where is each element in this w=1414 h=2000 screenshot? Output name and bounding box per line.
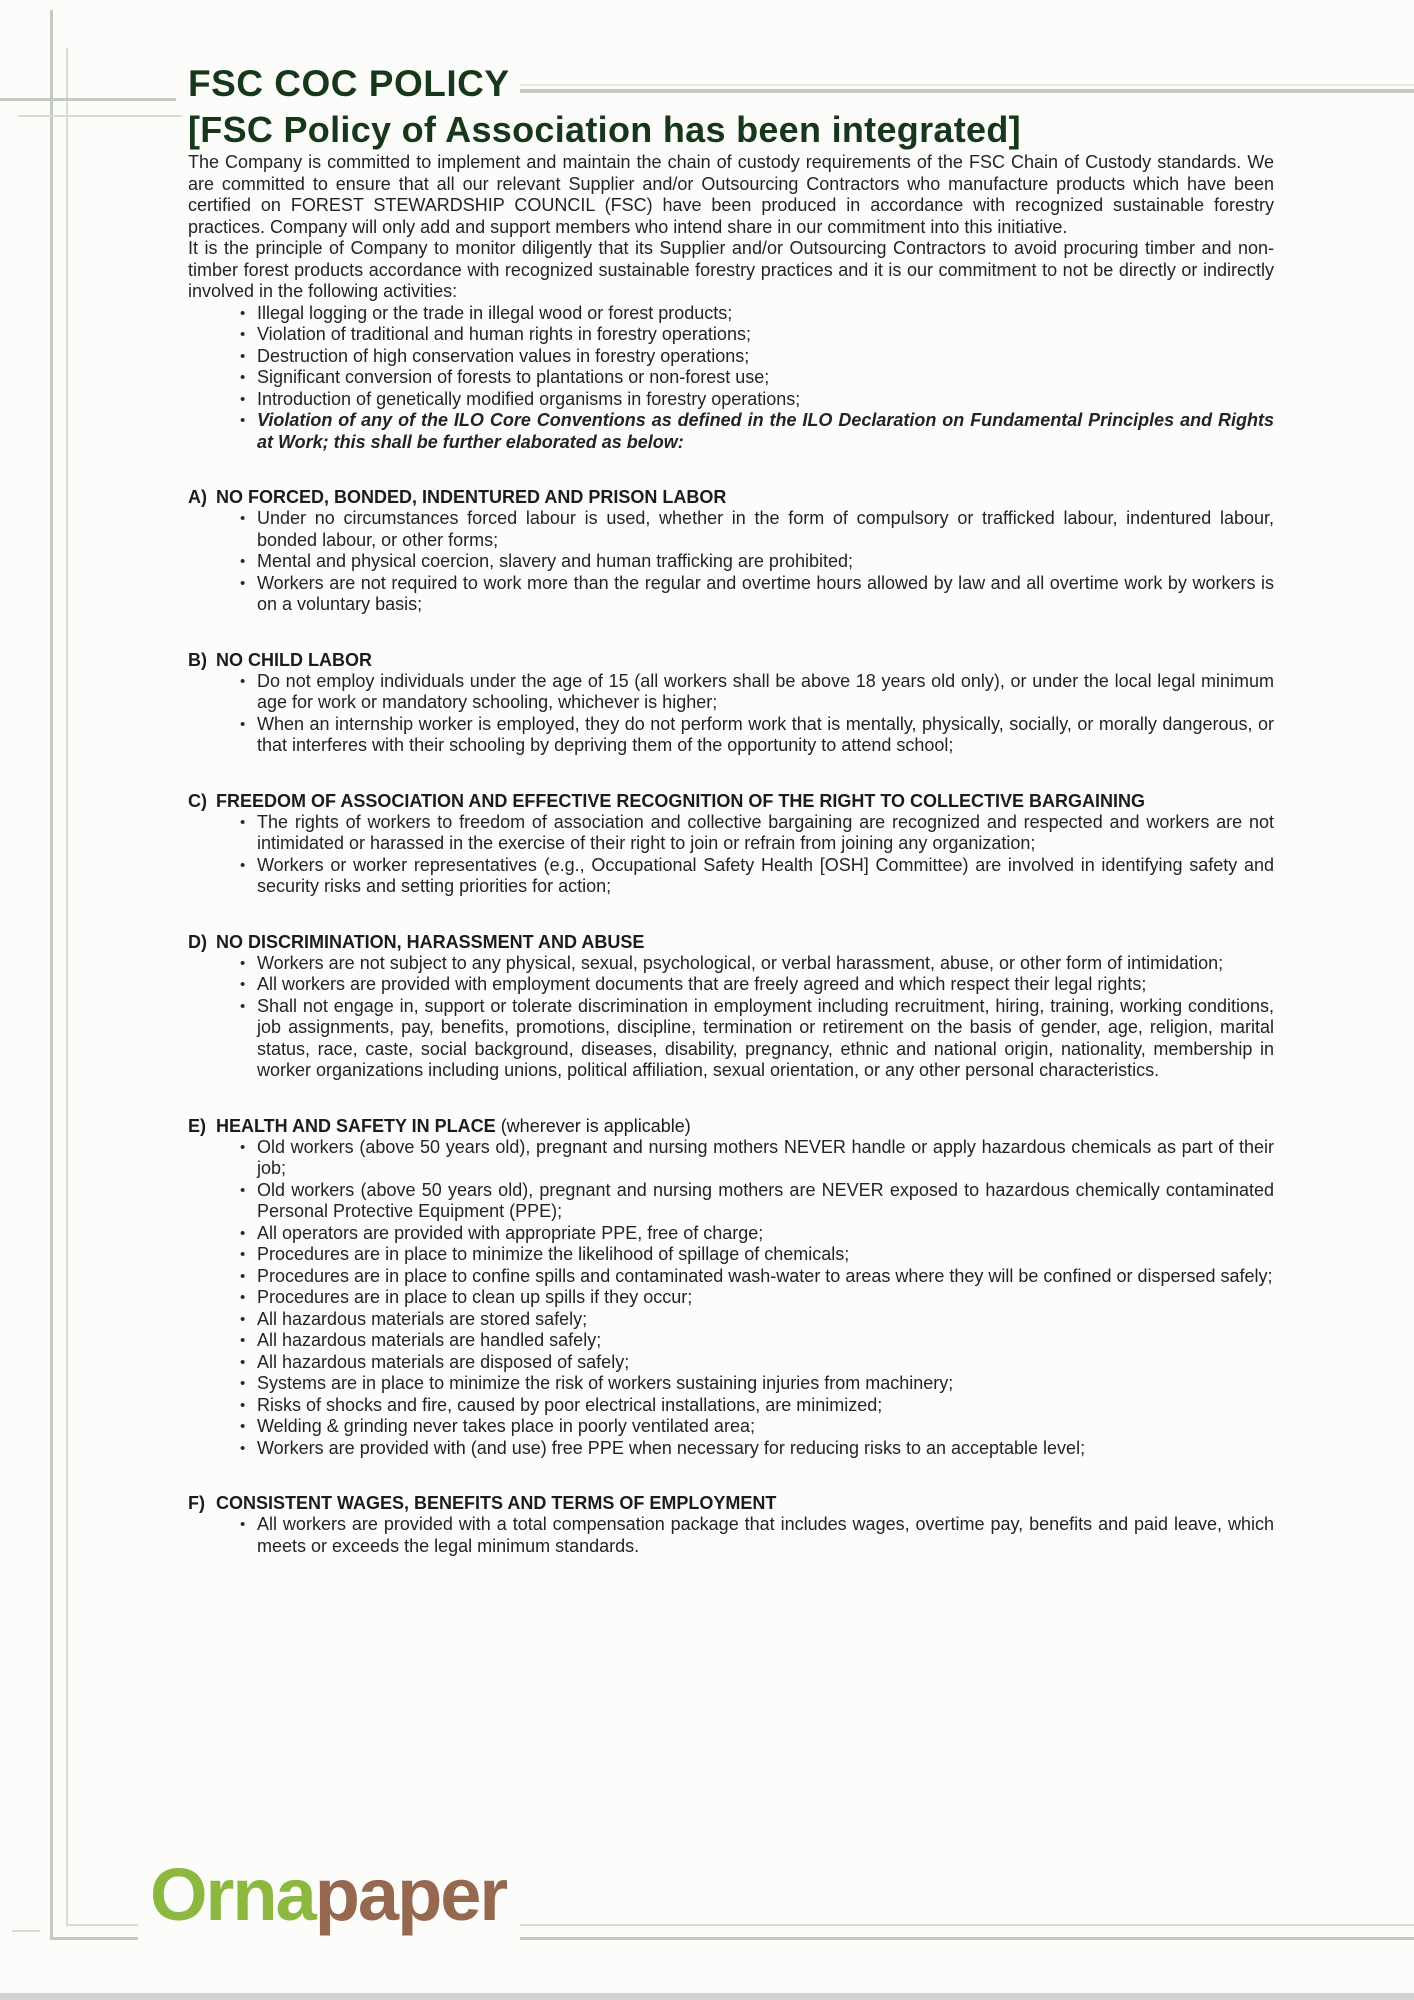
activities-list — [188, 303, 1274, 454]
bullet-item — [188, 551, 1274, 573]
bullet-text: The rights of workers to freedom of association and collective bargaining are recognized and respected and workers are not intimidated or harassed in the exercise of their right to join or refrain from joining any organization; — [257, 811, 1274, 853]
bullet-text: Workers or worker representatives (e.g., Occupational Safety Health [OSH] Committee) are involved in identifying safety and security risks and setting priorities for action; — [257, 854, 1274, 896]
bullet-text: All operators are provided with appropriate PPE, free of charge; — [257, 1222, 764, 1243]
frame-top-horizontal-line-outer — [0, 98, 176, 101]
bullet-item — [188, 1395, 1274, 1417]
bullet-item — [188, 1330, 1274, 1352]
section-title: FREEDOM OF ASSOCIATION AND EFFECTIVE RECOGNITION OF THE RIGHT TO COLLECTIVE BARGAINING — [216, 790, 1146, 811]
section-bullet-list — [188, 1514, 1274, 1557]
bullet-text: Procedures are in place to minimize the likelihood of spillage of chemicals; — [257, 1244, 850, 1264]
bullet-marker: • — [240, 1375, 246, 1392]
logo-text-orna: Orna — [150, 1853, 315, 1936]
bullet-marker: • — [240, 1418, 246, 1435]
section-heading — [188, 486, 1274, 508]
sections-container — [188, 486, 1274, 1557]
bullet-item — [188, 1223, 1274, 1245]
bullet-item — [188, 410, 1274, 453]
bullet-text: Destruction of high conservation values in forestry operations; — [257, 345, 750, 366]
bullet-text: Old workers (above 50 years old), pregnant and nursing mothers are NEVER exposed to hazardous chemically contaminated Personal Protective Equipment (PPE); — [257, 1179, 1274, 1221]
bullet-marker: • — [240, 954, 246, 972]
bullet-item — [188, 1266, 1274, 1288]
bullet-marker: • — [240, 347, 246, 365]
bullet-text: Systems are in place to minimize the risk of workers sustaining injuries from machinery; — [257, 1373, 954, 1393]
bullet-text: All hazardous materials are stored safely; — [257, 1308, 588, 1329]
section-title: NO FORCED, BONDED, INDENTURED AND PRISON LABOR — [216, 487, 727, 507]
section-label: D) — [188, 931, 207, 952]
bullet-text: Introduction of genetically modified organisms in forestry operations; — [257, 388, 801, 409]
bullet-text: All hazardous materials are handled safely; — [257, 1330, 602, 1350]
bullet-item — [188, 573, 1274, 616]
policy-section-d — [188, 931, 1274, 1082]
bullet-item — [188, 671, 1274, 714]
bullet-text: Shall not engage in, support or tolerate discrimination in employment including recruitment, hiring, training, working conditions, job assignments, pay, benefits, promotions, discipline, termination or retirement on the basis of gender, age, religion, marital status, race, caste, social background, diseases, disability, pregnancy, ethnic and national origin, nationality, membership in worker organizations including unions, political affiliation, sexual orientation, or any other personal characteristics. — [257, 995, 1274, 1080]
frame-bottom-left-tick — [12, 1930, 40, 1932]
section-title: NO DISCRIMINATION, HARASSMENT AND ABUSE — [216, 931, 645, 952]
bullet-item — [188, 303, 1274, 325]
bullet-marker: • — [240, 369, 246, 386]
bullet-item — [188, 389, 1274, 411]
bullet-marker: • — [240, 856, 246, 874]
policy-section-e — [188, 1115, 1274, 1460]
section-heading-suffix: (wherever is applicable) — [495, 1115, 691, 1136]
bullet-text: Workers are not required to work more than the regular and overtime hours allowed by law and all overtime work by workers is on a voluntary basis; — [257, 572, 1274, 614]
bullet-marker: • — [240, 1516, 246, 1533]
bullet-marker: • — [240, 326, 246, 343]
bullet-text: Violation of traditional and human rights in forestry operations; — [257, 324, 751, 344]
bullet-item — [188, 953, 1274, 975]
bullet-item — [188, 324, 1274, 346]
section-heading — [188, 790, 1274, 812]
page-subtitle: [FSC Policy of Association has been integrated] — [188, 109, 1021, 150]
section-heading — [188, 649, 1274, 671]
bullet-item — [188, 508, 1274, 551]
bullet-item — [188, 974, 1274, 996]
section-bullet-list — [188, 812, 1274, 898]
bullet-text: Significant conversion of forests to plantations or non-forest use; — [257, 367, 770, 387]
bullet-text: Procedures are in place to confine spills and contaminated wash-water to areas where they will be confined or dispersed safely; — [257, 1265, 1273, 1286]
bullet-text: Illegal logging or the trade in illegal wood or forest products; — [257, 302, 733, 323]
section-label: F) — [188, 1493, 205, 1513]
section-heading — [188, 931, 1274, 953]
bullet-item — [188, 1438, 1274, 1460]
bullet-item — [188, 367, 1274, 389]
bullet-item — [188, 714, 1274, 757]
bullet-marker: • — [240, 976, 246, 993]
bullet-text: Old workers (above 50 years old), pregnant and nursing mothers NEVER handle or apply hazardous chemicals as part of their job; — [257, 1136, 1274, 1178]
bullet-text: Workers are provided with (and use) free PPE when necessary for reducing risks to an acceptable level; — [257, 1437, 1086, 1458]
bullet-item — [188, 1287, 1274, 1309]
bullet-text: Violation of any of the ILO Core Conventions as defined in the ILO Declaration on Fundamental Principles and Rights at Work; this shall be further elaborated as below: — [257, 410, 1274, 452]
section-label: C) — [188, 790, 207, 811]
ornapaper-logo — [138, 1853, 520, 1949]
policy-section-f — [188, 1492, 1274, 1557]
title-rule-line — [520, 84, 1414, 93]
bullet-marker: • — [240, 1439, 246, 1457]
bullet-text: All workers are provided with employment documents that are freely agreed and which respect their legal rights; — [257, 974, 1147, 994]
bullet-marker: • — [240, 574, 246, 592]
bullet-text: Workers are not subject to any physical, sexual, psychological, or verbal harassment, abuse, or other form of intimidation; — [257, 952, 1224, 973]
bullet-text: Procedures are in place to clean up spills if they occur; — [257, 1287, 693, 1307]
bullet-item — [188, 996, 1274, 1082]
policy-section-c — [188, 790, 1274, 898]
section-heading — [188, 1492, 1274, 1514]
bullet-marker: • — [240, 412, 246, 429]
section-title: NO CHILD LABOR — [216, 649, 372, 670]
bullet-item — [188, 1416, 1274, 1438]
bullet-text: Mental and physical coercion, slavery and human trafficking are prohibited; — [257, 551, 853, 571]
page-title — [188, 64, 1414, 104]
bullet-item — [188, 1309, 1274, 1331]
section-bullet-list — [188, 953, 1274, 1082]
section-bullet-list — [188, 1137, 1274, 1460]
bullet-text: Risks of shocks and fire, caused by poor electrical installations, are minimized; — [257, 1394, 883, 1415]
bullet-marker: • — [240, 1267, 246, 1285]
bullet-marker: • — [240, 304, 246, 322]
bullet-marker: • — [240, 997, 246, 1015]
section-label: B) — [188, 649, 207, 670]
bullet-marker: • — [240, 1310, 246, 1328]
bullet-marker: • — [240, 1224, 246, 1242]
frame-vertical-line-inner — [66, 48, 68, 1926]
policy-section-b — [188, 649, 1274, 757]
bullet-text: When an internship worker is employed, they do not perform work that is mentally, physically, socially, or morally dangerous, or that interferes with their schooling by depriving them of the opportunity to attend school; — [257, 713, 1274, 755]
bullet-text: All workers are provided with a total compensation package that includes wages, overtime pay, benefits and paid leave, which meets or exceeds the legal minimum standards. — [257, 1514, 1274, 1556]
policy-section-a — [188, 486, 1274, 616]
frame-vertical-line-outer — [50, 10, 53, 1939]
scan-edge-band — [0, 1993, 1414, 2000]
bullet-marker: • — [240, 1332, 246, 1349]
bullet-marker: • — [240, 1181, 246, 1199]
section-bullet-list — [188, 671, 1274, 757]
section-heading — [188, 1115, 1274, 1137]
bullet-marker: • — [240, 1353, 246, 1371]
bullet-marker: • — [240, 1289, 246, 1306]
bullet-item — [188, 855, 1274, 898]
bullet-item — [188, 1373, 1274, 1395]
bullet-item — [188, 1180, 1274, 1223]
bullet-text: Under no circumstances forced labour is used, whether in the form of compulsory or trafficked labour, indentured labour, bonded labour, or other forms; — [257, 508, 1274, 550]
logo-text-paper: paper — [314, 1853, 507, 1936]
bullet-text: Do not employ individuals under the age of 15 (all workers shall be above 18 years old only), or under the local legal minimum age for work or mandatory schooling, whichever is higher; — [257, 670, 1274, 712]
bullet-marker: • — [240, 1246, 246, 1263]
bullet-item — [188, 1137, 1274, 1180]
bullet-marker: • — [240, 553, 246, 570]
frame-top-horizontal-line-inner — [18, 115, 182, 117]
document-content — [188, 64, 1274, 1557]
bullet-item — [188, 1244, 1274, 1266]
bullet-item — [188, 346, 1274, 368]
section-title: HEALTH AND SAFETY IN PLACE (wherever is applicable) — [216, 1115, 691, 1136]
bullet-marker: • — [240, 1138, 246, 1156]
bullet-marker: • — [240, 1396, 246, 1414]
section-label: A) — [188, 487, 207, 507]
intro-paragraph-2: It is the principle of Company to monitor diligently that its Supplier and/or Outsourcing Contractors to avoid procuring timber and non-timber forest products accordance with recognized sustainable forestry practices and it is our commitment to not be directly or indirectly involved in the following activities: — [188, 238, 1274, 301]
intro-paragraph-1: The Company is committed to implement and maintain the chain of custody requirements of the FSC Chain of Custody standards. We are committed to ensure that all our relevant Supplier and/or Outsourcing Contractors who manufacture products which have been certified on FOREST STEWARDSHIP COUNCIL (FSC) have been produced in accordance with recognized sustainable forestry practices. Company will only add and support members who intend share in our commitment into this initiative. — [188, 152, 1274, 237]
bullet-text: All hazardous materials are disposed of safely; — [257, 1351, 630, 1372]
bullet-text: Welding & grinding never takes place in poorly ventilated area; — [257, 1416, 755, 1436]
bullet-marker: • — [240, 510, 246, 527]
section-title: CONSISTENT WAGES, BENEFITS AND TERMS OF EMPLOYMENT — [216, 1493, 777, 1513]
bullet-item — [188, 1514, 1274, 1557]
section-label: E) — [188, 1115, 206, 1136]
bullet-item — [188, 812, 1274, 855]
bullet-marker: • — [240, 813, 246, 831]
section-bullet-list — [188, 508, 1274, 616]
bullet-item — [188, 1352, 1274, 1374]
bullet-marker: • — [240, 390, 246, 408]
bullet-marker: • — [240, 715, 246, 733]
bullet-marker: • — [240, 672, 246, 690]
page-title-text: FSC COC POLICY — [188, 63, 510, 104]
